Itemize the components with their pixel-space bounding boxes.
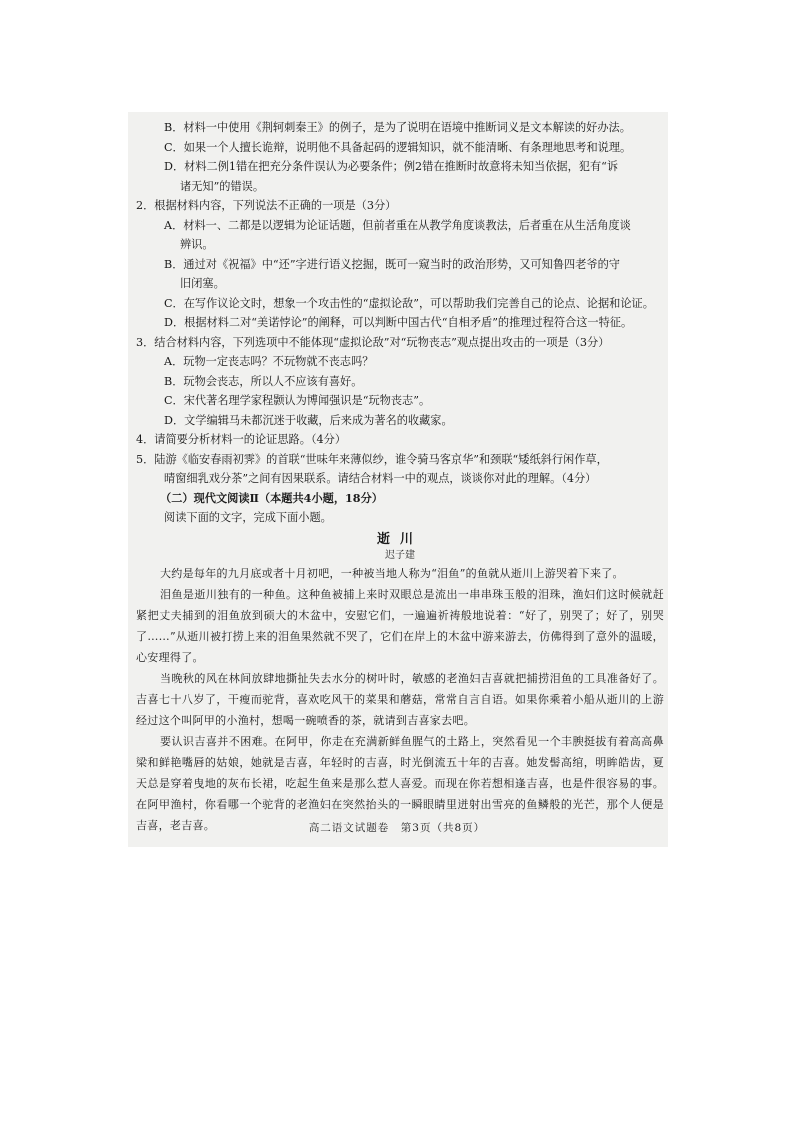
q2-option-a: A．材料一、二都是以逻辑为论证话题，但前者重在从教学角度谈教法，后者重在从生活角度谈 — [164, 218, 631, 232]
q3-option-c: C．宋代著名理学家程颢认为博闻强识是“玩物丧志”。 — [164, 394, 431, 407]
q2-option-a-cont: 辨识。 — [180, 238, 214, 251]
q2-option-c: C．在写作议论文时，想象一个攻击性的“虚拟论敌”，可以帮助我们完善自己的论点、论据和论证。 — [164, 296, 654, 310]
q3-stem: 3．结合材料内容，下列选项中不能体现“虚拟论敌”对“玩物丧志”观点提出攻击的一项是（3分） — [136, 335, 610, 349]
q1-option-b: B．材料一中使用《荆轲刺秦王》的例子，是为了说明在语境中推断词义是文本解读的好办法。 — [164, 121, 631, 134]
q5-stem: 5．陆游《临安春雨初霁》的首联“世味年来薄似纱，谁令骑马客京华”和颈联“矮纸斜行闲作草， — [136, 452, 608, 466]
q3-option-a: A．玩物一定丧志吗？不玩物就不丧志吗？ — [164, 355, 374, 368]
page-footer: 高二语文试题卷 第3页（共8页） — [308, 822, 486, 834]
article-paragraph: 要认识吉喜并不困难。在阿甲，你走在充满新鲜鱼腥气的土路上，突然看见一个丰腴挺拔有着高高鼻梁和鲜艳嘴唇的姑娘，她就是吉喜，年轻时的吉喜，时光倒流五十年的吉喜。她发髻高绾，明眸皓齿，夏天总是穿着曳地的灰布长裙，吃起生鱼来是那么惹人喜爱。而现在你若想相逢吉喜，也是件很容易的事。在阿甲渔村，你看哪一个驼背的老渔妇在突然抬头的一瞬眼睛里迸射出雪亮的鱼鳞般的光芒，那个人便是吉喜，老吉喜。 — [136, 735, 664, 832]
q1-option-d-cont: 诸无知”的错误。 — [180, 179, 265, 193]
article-paragraph: 大约是每年的九月底或者十月初吧，一种被当地人称为“泪鱼”的鱼就从逝川上游哭着下来了。 — [160, 567, 624, 580]
q3-option-b: B．玩物会丧志，所以人不应该有喜好。 — [164, 374, 363, 388]
q1-option-c: C．如果一个人擅长诡辩，说明他不具备起码的逻辑知识，就不能清晰、有条理地思考和说理。 — [164, 140, 632, 154]
q3-option-d: D．文学编辑马未都沉迷于收藏，后来成为著名的收藏家。 — [164, 413, 453, 427]
article-author: 迟子建 — [385, 550, 415, 561]
q2-option-d: D．根据材料二对“美诺悖论”的阐释，可以判断中国古代“自相矛盾”的推理过程符合这一特征。 — [164, 316, 633, 329]
article-paragraph: 泪鱼是逝川独有的一种鱼。这种鱼被捕上来时双眼总是流出一串串珠玉般的泪珠，渔妇们这时候就赶紧把丈夫捕到的泪鱼放到硕大的木盆中，安慰它们，一遍遍祈祷般地说着：“好了，别哭了；好了，别哭了……”从逝川被打捞上来的泪鱼果然就不哭了，它们在岸上的木盆中游来游去，仿佛得到了意外的温暖，心安理得了。 — [136, 588, 664, 664]
article-paragraph: 当晚秋的风在林间放肆地撕扯失去水分的树叶时，敏感的老渔妇吉喜就把捕捞泪鱼的工具准备好了。吉喜七十八岁了，干瘦而驼背，喜欢吃风干的菜果和蘑菇，常常自言自语。如果你乘着小船从逝川的上游经过这个叫阿甲的小渔村，想喝一碗喷香的茶，就请到吉喜家去吧。 — [136, 672, 664, 727]
article-title: 逝川 — [376, 531, 423, 547]
q2-option-b-cont: 旧闭塞。 — [180, 277, 225, 290]
q1-option-d: D．材料二例1错在把充分条件误认为必要条件；例2错在推断时故意将未知当依据，犯有“诉 — [164, 160, 619, 173]
reading-instruction: 阅读下面的文字，完成下面小题。 — [164, 511, 332, 524]
q2-stem: 2．根据材料内容，下列说法不正确的一项是（3分） — [136, 199, 397, 212]
exam-page — [136, 118, 664, 836]
q4-stem: 4．请简要分析材料一的论证思路。（4分） — [136, 433, 347, 446]
section-heading: （二）现代文阅读Ⅱ（本题共4小题，18分） — [160, 490, 383, 505]
q5-stem-cont: 晴窗细乳戏分茶”之间有因果联系。请结合材料一中的观点，谈谈你对此的理解。（4分） — [164, 472, 597, 485]
q2-option-b: B．通过对《祝福》中“还”字进行语义挖掘，既可一窥当时的政治形势，又可知鲁四老爷的守 — [164, 257, 620, 271]
